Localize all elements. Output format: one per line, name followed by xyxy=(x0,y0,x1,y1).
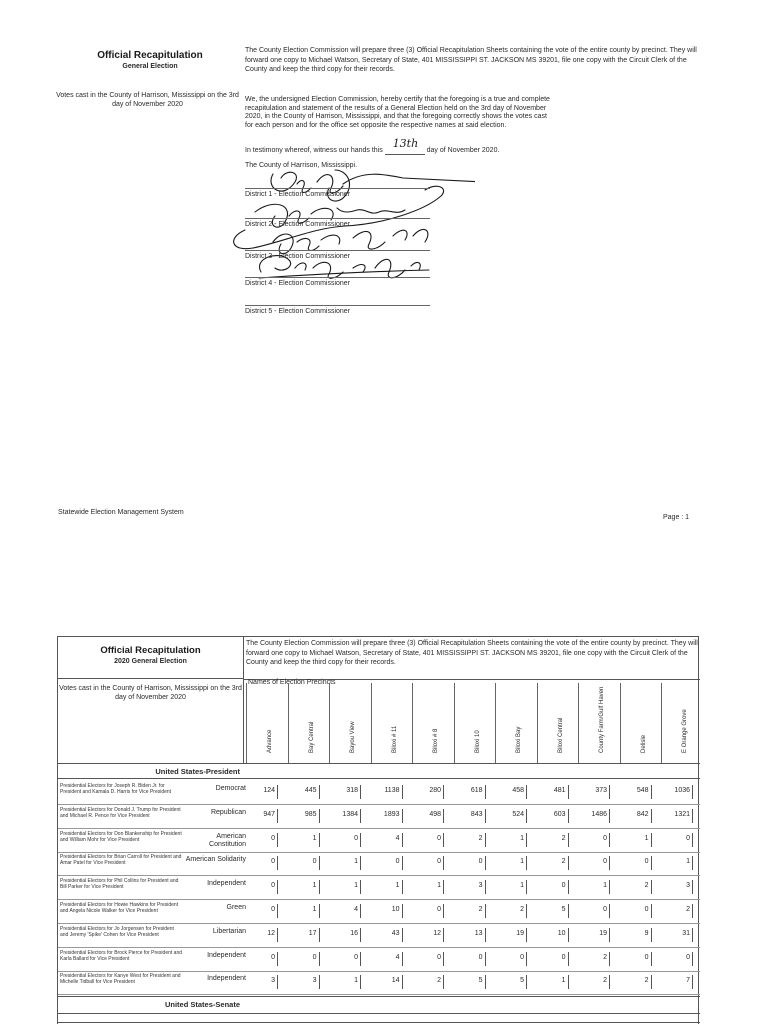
candidate-row xyxy=(58,972,700,995)
vote-count-cell: 2 xyxy=(570,977,610,984)
vote-count-cell: 498 xyxy=(404,811,444,818)
precinct-column-header xyxy=(412,683,454,763)
signature-line-2 xyxy=(245,218,430,219)
vote-count-cell: 0 xyxy=(529,954,569,961)
vote-count-cell: 481 xyxy=(529,787,569,794)
vote-count-cell: 3 xyxy=(280,977,320,984)
vote-count-cell: 618 xyxy=(446,787,486,794)
precinct-name: Biloxi # 11 xyxy=(391,725,398,753)
precinct-names-label: Names of Election Precincts xyxy=(248,679,336,686)
vote-count-cell: 2 xyxy=(612,977,652,984)
precinct-column-header xyxy=(620,683,662,763)
vote-count-cell: 0 xyxy=(404,954,444,961)
vote-count-cell: 10 xyxy=(529,930,569,937)
vote-count-cell: 2 xyxy=(404,977,444,984)
vote-count-cell: 1 xyxy=(363,882,403,889)
precinct-name: Biloxi 10 xyxy=(474,730,481,753)
candidate-name: Presidential Electors for Phil Collins for President and Bill Parker for Vice President xyxy=(60,878,179,891)
section-president xyxy=(58,763,700,779)
vote-count-cell: 3 xyxy=(238,977,278,984)
vote-count-cell: 31 xyxy=(653,930,693,937)
vote-count-cell: 1 xyxy=(653,858,693,865)
page1-subtitle: General Election xyxy=(122,63,178,70)
candidate-party: Republican xyxy=(210,808,246,816)
vote-count-cell: 14 xyxy=(363,977,403,984)
vote-count-cell: 1 xyxy=(280,882,320,889)
vote-count-cell: 0 xyxy=(404,835,444,842)
vote-count-cell: 4 xyxy=(363,835,403,842)
vote-count-cell: 280 xyxy=(404,787,444,794)
vote-count-cell: 947 xyxy=(238,811,278,818)
vote-count-cell: 318 xyxy=(321,787,361,794)
candidate-name: Presidential Electors for Brian Carroll for President and Amar Patel for Vice President xyxy=(60,854,182,867)
page-2-recap-table xyxy=(57,636,699,1024)
testimony-day-blank xyxy=(385,137,425,155)
vote-count-cell: 1384 xyxy=(321,811,361,818)
vote-count-cell: 0 xyxy=(653,954,693,961)
vote-count-cell: 985 xyxy=(280,811,320,818)
vote-count-cell: 0 xyxy=(238,954,278,961)
page2-intro: The County Election Commission will prepare three (3) Official Recapitulation Sheets containing the vote of the entire county by precinct. They will forward one copy to Michael Watson, Secretary of State, 401 MISSISSIPPI ST. JACKSON MS 39201, file one copy with the Circuit Clerk of the County and keep the third copy for their records. xyxy=(246,640,698,666)
vote-count-cell: 373 xyxy=(570,787,610,794)
vote-count-cell: 1893 xyxy=(363,811,403,818)
signature-line-1 xyxy=(245,188,430,189)
vote-count-cell: 548 xyxy=(612,787,652,794)
section-president-label: United States-President xyxy=(155,767,240,776)
vote-count-cell: 0 xyxy=(446,954,486,961)
footer-page-number: Page : 1 xyxy=(663,514,690,521)
precinct-column-header xyxy=(578,683,620,763)
vote-count-cell: 0 xyxy=(653,835,693,842)
vote-count-cell: 0 xyxy=(280,858,320,865)
vote-count-cell: 1 xyxy=(487,835,527,842)
commissioner-label-1: District 1 - Election Commissioner xyxy=(245,191,351,198)
precinct-column-header xyxy=(329,683,371,763)
vote-count-cell: 1 xyxy=(321,882,361,889)
candidate-row xyxy=(58,782,700,805)
precinct-name: E Orange Grove xyxy=(682,709,689,753)
page1-county-line: The County of Harrison, Mississippi. xyxy=(245,162,358,169)
precinct-column-header xyxy=(246,683,288,763)
vote-count-cell: 4 xyxy=(321,906,361,913)
vote-count-cell: 7 xyxy=(653,977,693,984)
vote-count-cell: 1 xyxy=(529,977,569,984)
candidate-party: American Solidarity xyxy=(185,856,246,864)
page1-intro: The County Election Commission will prepare three (3) Official Recapitulation Sheets containing the vote of the entire county by precinct. They will forward one copy to Michael Watson, Secretary of State, 401 MISSISSIPPI ST. JACKSON MS 39201, file one copy with the Circuit Clerk of the County and keep the third copy for their records. xyxy=(245,47,697,73)
candidate-name: Presidential Electors for Howie Hawkins for President and Angela Nicole Walker for Vice President xyxy=(60,902,179,914)
candidate-name: Presidential Electors for Kanye West for President and Michelle Tidball for Vice President xyxy=(60,973,181,986)
commissioner-label-4: District 4 - Election Commissioner xyxy=(245,280,351,287)
vote-count-cell: 1 xyxy=(280,835,320,842)
vote-count-cell: 5 xyxy=(487,977,527,984)
commissioner-label-2: District 2 - Election Commissioner xyxy=(245,221,351,228)
vote-count-cell: 1138 xyxy=(363,787,403,794)
vote-count-cell: 2 xyxy=(570,954,610,961)
vote-count-cell: 445 xyxy=(280,787,320,794)
vote-count-cell: 0 xyxy=(321,954,361,961)
vote-count-cell: 1 xyxy=(321,858,361,865)
precinct-column-header xyxy=(454,683,496,763)
precinct-column-header xyxy=(537,683,579,763)
vote-count-cell: 2 xyxy=(446,835,486,842)
vote-count-cell: 603 xyxy=(529,811,569,818)
precinct-name: Bay Central xyxy=(308,721,315,753)
precinct-column-header xyxy=(661,683,703,763)
precinct-name: Delisle xyxy=(640,734,647,753)
candidate-party: Independent xyxy=(207,975,246,983)
table-bottom-divider xyxy=(58,1022,700,1023)
vote-count-cell: 1 xyxy=(404,882,444,889)
page2-title-block xyxy=(58,637,244,679)
vote-count-cell: 16 xyxy=(321,930,361,937)
section-senate-label: United States-Senate xyxy=(164,1000,240,1009)
vote-count-cell: 1 xyxy=(612,835,652,842)
page2-votes-cast: Votes cast in the County of Harrison, Mississippi on the 3rd day of November 2020 xyxy=(58,679,244,763)
candidate-party: American Constitution xyxy=(209,832,246,848)
vote-count-cell: 842 xyxy=(612,811,652,818)
vote-count-cell: 4 xyxy=(363,954,403,961)
candidate-row xyxy=(58,806,700,829)
vote-count-cell: 2 xyxy=(653,906,693,913)
vote-count-cell: 0 xyxy=(404,906,444,913)
vote-count-cell: 0 xyxy=(446,858,486,865)
candidate-row xyxy=(58,949,700,972)
vote-count-cell: 19 xyxy=(570,930,610,937)
candidate-row xyxy=(58,877,700,900)
vote-count-cell: 1 xyxy=(280,906,320,913)
commissioner-label-3: District 3 - Election Commissioner xyxy=(245,253,351,260)
vote-count-cell: 124 xyxy=(238,787,278,794)
testimony-suffix: day of November 2020. xyxy=(426,147,500,154)
candidate-name: Presidential Electors for Donald J. Trump for President and Michael R. Pence for Vice President xyxy=(60,806,181,819)
vote-count-cell: 2 xyxy=(529,835,569,842)
page1-title-block xyxy=(70,50,230,70)
vote-count-cell: 9 xyxy=(612,930,652,937)
candidate-row xyxy=(58,925,700,948)
vote-count-cell: 12 xyxy=(404,930,444,937)
vote-count-cell: 1486 xyxy=(570,811,610,818)
vote-count-cell: 0 xyxy=(487,954,527,961)
page2-subtitle: 2020 General Election xyxy=(114,658,187,665)
vote-count-cell: 2 xyxy=(487,906,527,913)
vote-count-cell: 0 xyxy=(238,835,278,842)
vote-count-cell: 5 xyxy=(446,977,486,984)
vote-count-cell: 0 xyxy=(570,835,610,842)
vote-count-cell: 2 xyxy=(446,906,486,913)
vote-count-cell: 843 xyxy=(446,811,486,818)
commissioner-label-5: District 5 - Election Commissioner xyxy=(245,308,351,315)
page2-title: Official Recapitulation xyxy=(100,645,201,656)
footer-system-name: Statewide Election Management System xyxy=(58,509,184,516)
vote-count-cell: 13 xyxy=(446,930,486,937)
vote-count-cell: 1036 xyxy=(653,787,693,794)
vote-count-cell: 3 xyxy=(653,882,693,889)
precinct-name: Biloxi Bay xyxy=(516,726,523,753)
precinct-column-header xyxy=(371,683,413,763)
vote-count-cell: 2 xyxy=(612,882,652,889)
precinct-name: Advance xyxy=(267,729,274,753)
vote-count-cell: 0 xyxy=(570,858,610,865)
signature-line-4 xyxy=(245,277,430,278)
candidate-name: Presidential Electors for Don Blankenship for President and William Mohr for Vice President xyxy=(60,830,182,843)
candidate-row xyxy=(58,830,700,853)
vote-count-cell: 1 xyxy=(487,858,527,865)
candidate-party: Independent xyxy=(207,880,246,888)
vote-count-cell: 2 xyxy=(529,858,569,865)
vote-count-cell: 0 xyxy=(238,906,278,913)
candidate-name: Presidential Electors for Jo Jorgensen for President and Jeremy 'Spike' Cohen for Vice President xyxy=(60,925,174,938)
vote-count-cell: 17 xyxy=(280,930,320,937)
candidate-party: Independent xyxy=(207,951,246,959)
vote-count-cell: 0 xyxy=(238,882,278,889)
page1-certification: We, the undersigned Election Commission, hereby certify that the foregoing is a true and complete recapitulation and statement of the results of a General Election held on the 3rd day of November 2020, in the County of Harrison, Mississippi, and that the foregoing correctly shows the votes cast for each person and for the office set opposite the respective names at said election. xyxy=(245,96,550,130)
section-senate xyxy=(58,996,700,1014)
precinct-column-header xyxy=(495,683,537,763)
vote-count-cell: 0 xyxy=(280,954,320,961)
vote-count-cell: 1 xyxy=(570,882,610,889)
precinct-name: Bayou View xyxy=(350,721,357,753)
vote-count-cell: 1 xyxy=(487,882,527,889)
signature-line-5 xyxy=(245,305,430,306)
candidate-party: Green xyxy=(226,904,246,911)
vote-count-cell: 12 xyxy=(238,930,278,937)
precinct-name: Biloxi # 8 xyxy=(433,728,440,753)
vote-count-cell: 43 xyxy=(363,930,403,937)
page1-title: Official Recapitulation xyxy=(97,50,203,61)
vote-count-cell: 10 xyxy=(363,906,403,913)
vote-count-cell: 0 xyxy=(570,906,610,913)
candidate-name: Presidential Electors for Brock Pierce for President and Karla Ballard for Vice President xyxy=(60,949,182,962)
vote-count-cell: 0 xyxy=(363,858,403,865)
vote-count-cell: 1 xyxy=(321,977,361,984)
precinct-name: County Farm/Gulf Haven xyxy=(599,686,606,753)
page1-votes-cast: Votes cast in the County of Harrison, Mississippi on the 3rd day of November 2020 xyxy=(56,92,239,108)
vote-count-cell: 458 xyxy=(487,787,527,794)
vote-count-cell: 0 xyxy=(612,858,652,865)
vote-count-cell: 0 xyxy=(612,906,652,913)
candidate-party: Democrat xyxy=(215,785,246,792)
candidate-party: Libertarian xyxy=(212,927,246,935)
page1-testimony xyxy=(245,137,500,155)
precinct-column-header xyxy=(288,683,330,763)
vote-count-cell: 0 xyxy=(238,858,278,865)
signature-line-3 xyxy=(245,250,430,251)
vote-count-cell: 0 xyxy=(612,954,652,961)
vote-count-cell: 0 xyxy=(529,882,569,889)
vote-count-cell: 0 xyxy=(321,835,361,842)
vote-count-cell: 524 xyxy=(487,811,527,818)
vote-count-cell: 1321 xyxy=(653,811,693,818)
candidate-row xyxy=(58,901,700,924)
testimony-prefix: In testimony whereof, witness our hands this xyxy=(245,147,383,154)
vote-count-cell: 19 xyxy=(487,930,527,937)
vote-count-cell: 3 xyxy=(446,882,486,889)
candidate-name: Presidential Electors for Joseph R. Biden Jr. for President and Kamala D. Harris for Vice President xyxy=(60,783,172,795)
vote-count-cell: 5 xyxy=(529,906,569,913)
candidate-row xyxy=(58,853,700,876)
testimony-day: 13th xyxy=(392,137,419,150)
precinct-name: Biloxi Central xyxy=(557,717,564,753)
vote-count-cell: 0 xyxy=(404,858,444,865)
